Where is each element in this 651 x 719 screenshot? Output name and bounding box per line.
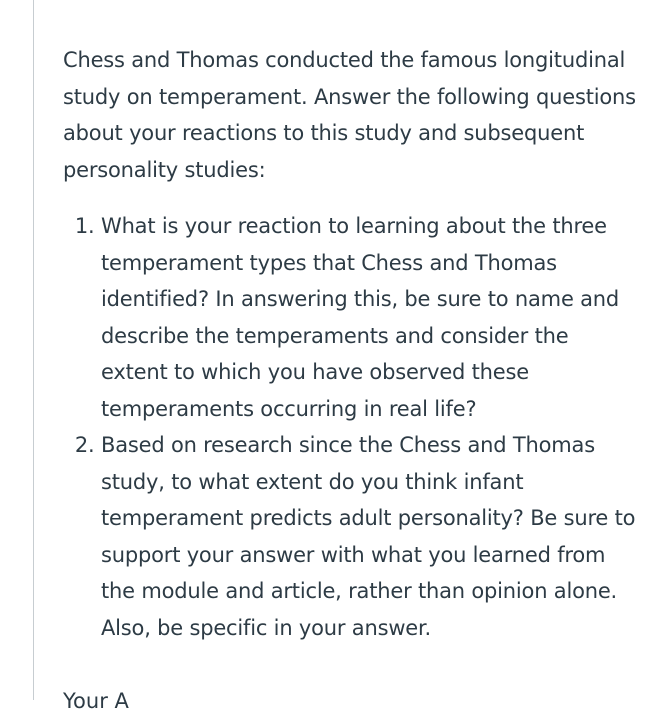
truncated-bottom-text: Your A — [63, 689, 129, 713]
question-item-2: 2. Based on research since the Chess and Thomas study, to what extent do you think infant temperament predicts adult personality? Be sure to support your answer with what you learned from the module and article, rather than opinion alone. Also, be specific in your answer. — [101, 427, 638, 646]
left-border-divider — [33, 0, 34, 700]
question-list — [63, 208, 638, 646]
assignment-content — [63, 42, 638, 646]
intro-paragraph: Chess and Thomas conducted the famous longitudinal study on temperament. Answer the following questions about your reactions to this study and subsequent personality studies: — [63, 48, 636, 182]
question-item-1: 1. What is your reaction to learning about the three temperament types that Chess and Thomas identified? In answering this, be sure to name and describe the temperaments and consider the extent to which you have observed these temperaments occurring in real life? — [101, 208, 638, 427]
